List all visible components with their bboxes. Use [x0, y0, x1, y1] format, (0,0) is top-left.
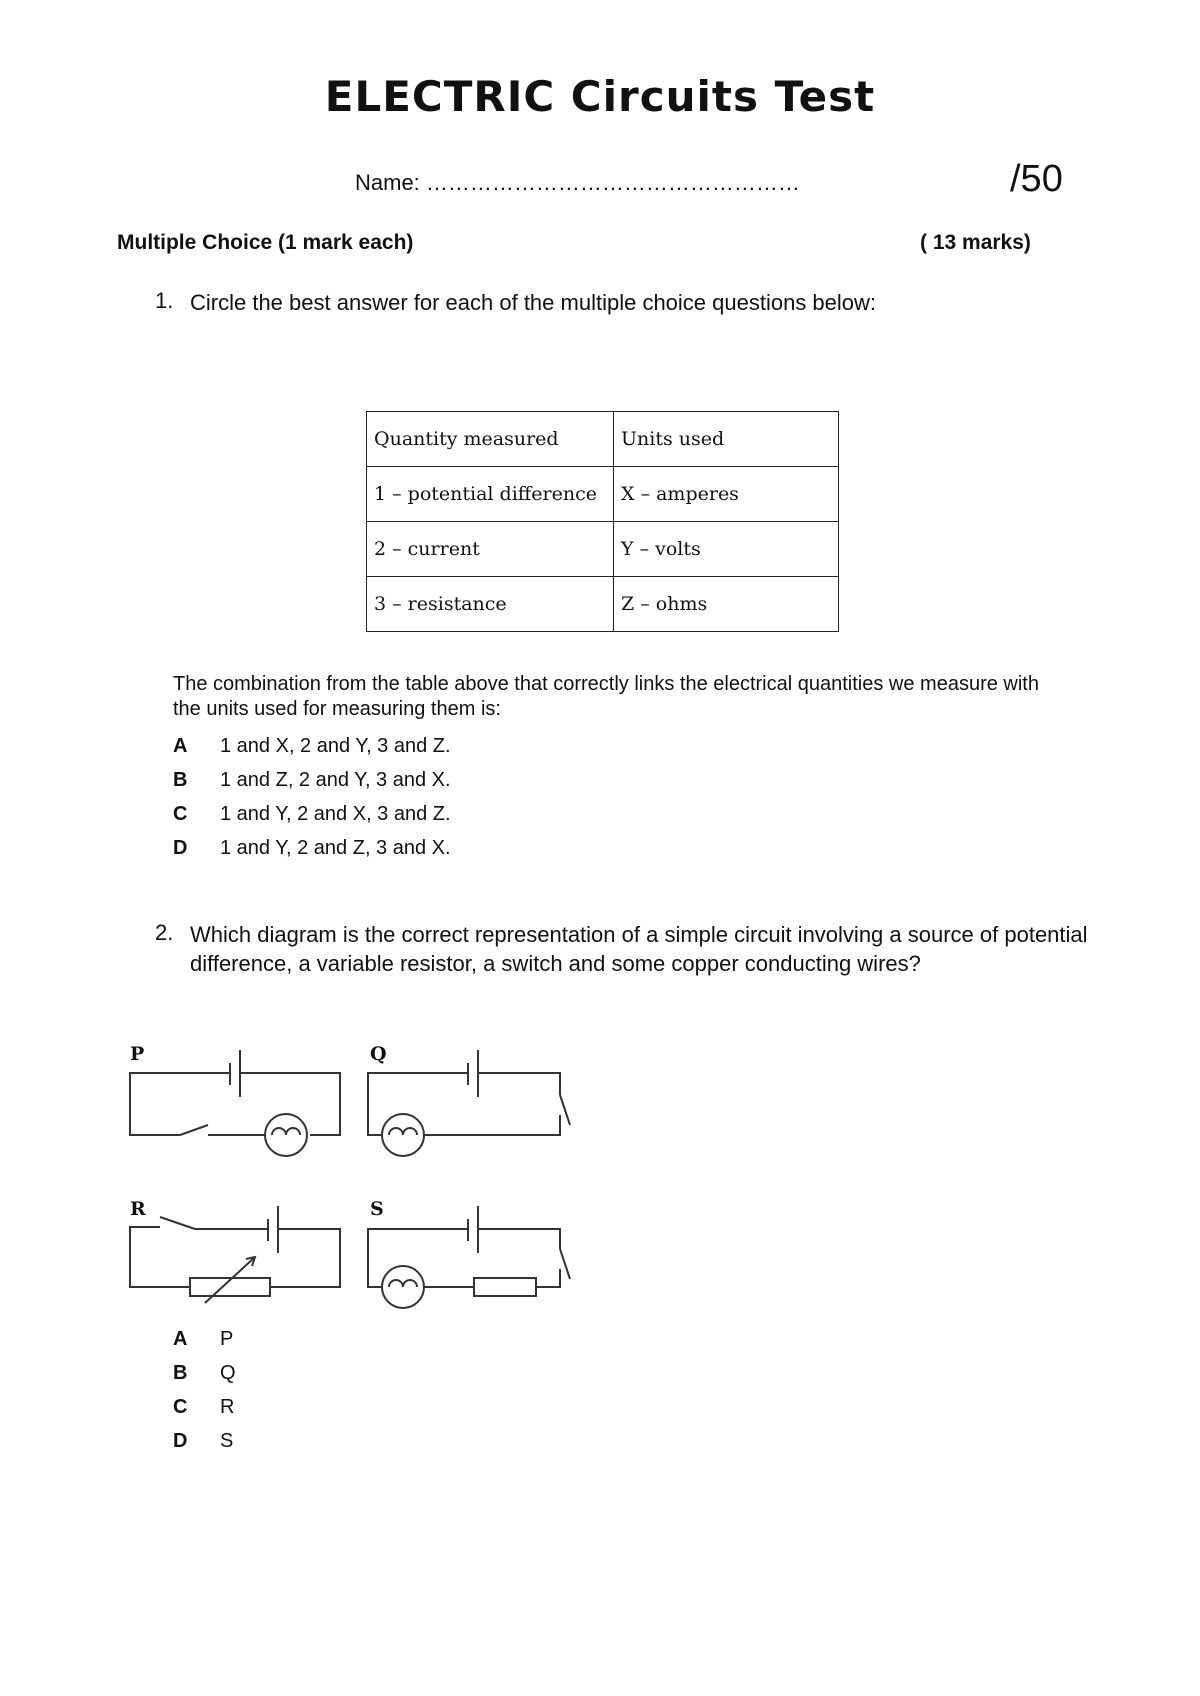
- table-row: [367, 467, 839, 522]
- section-heading: Multiple Choice (1 mark each): [117, 231, 414, 254]
- table-header-row: [367, 412, 839, 467]
- diagram-label: R: [130, 1198, 146, 1220]
- section-marks: ( 13 marks): [920, 231, 1031, 254]
- table-cell: Z – ohms: [614, 577, 839, 632]
- question-2-text: Which diagram is the correct representation of a simple circuit involving a source of potential difference, a variable resistor, a switch and some copper conducting wires?: [190, 922, 1088, 976]
- table-cell: 2 – current: [367, 522, 614, 577]
- q2-option-text[interactable]: P: [220, 1328, 234, 1350]
- units-table: [366, 411, 839, 632]
- circuit-diagram-s: [368, 1198, 570, 1308]
- wire-icon: [478, 1073, 560, 1095]
- diagram-label: P: [130, 1043, 145, 1065]
- lamp-filament-icon: [272, 1128, 300, 1135]
- lamp-filament-icon: [389, 1128, 417, 1135]
- name-field-line[interactable]: Name: ……………………………………………: [355, 170, 800, 195]
- q1-option-text[interactable]: 1 and X, 2 and Y, 3 and Z.: [220, 735, 451, 757]
- switch-icon: [180, 1125, 208, 1135]
- wire-icon: [424, 1115, 560, 1135]
- wire-icon: [130, 1073, 230, 1135]
- table-cell: 3 – resistance: [367, 577, 614, 632]
- q2-option-letter[interactable]: B: [173, 1362, 188, 1384]
- lamp-filament-icon: [389, 1280, 417, 1287]
- diagram-label: Q: [370, 1043, 387, 1065]
- switch-icon: [560, 1249, 570, 1279]
- wire-icon: [536, 1269, 560, 1287]
- q1-option-letter[interactable]: D: [173, 837, 188, 859]
- question-1-number: 1.: [155, 288, 174, 313]
- q2-option-text[interactable]: Q: [220, 1362, 236, 1384]
- question-2-number: 2.: [155, 920, 174, 945]
- table-cell: Y – volts: [614, 522, 839, 577]
- table-row: [367, 522, 839, 577]
- wire-icon: [368, 1073, 468, 1135]
- q1-option-letter[interactable]: A: [173, 735, 188, 757]
- q2-option-letter[interactable]: A: [173, 1328, 188, 1350]
- wire-icon: [270, 1229, 340, 1287]
- total-score: /50: [1010, 158, 1063, 200]
- circuit-diagram-q: [368, 1043, 570, 1156]
- switch-icon: [560, 1095, 570, 1125]
- resistor-icon: [474, 1278, 536, 1296]
- q2-option-letter[interactable]: C: [173, 1396, 188, 1418]
- q1-option-letter[interactable]: B: [173, 769, 188, 791]
- table-cell: X – amperes: [614, 467, 839, 522]
- q2-option-text[interactable]: S: [220, 1430, 234, 1452]
- question-1-text: Circle the best answer for each of the multiple choice questions below:: [190, 290, 877, 315]
- wire-icon: [478, 1229, 560, 1249]
- table-row: [367, 577, 839, 632]
- q1-option-text[interactable]: 1 and Y, 2 and X, 3 and Z.: [220, 803, 451, 825]
- wire-icon: [240, 1073, 340, 1135]
- switch-icon: [160, 1217, 195, 1229]
- circuit-diagram-r: [130, 1198, 340, 1303]
- table-cell: 1 – potential difference: [367, 467, 614, 522]
- q2-option-text[interactable]: R: [220, 1396, 235, 1418]
- circuit-diagram-p: [130, 1043, 340, 1156]
- q2-option-letter[interactable]: D: [173, 1430, 188, 1452]
- page-title: ELECTRIC Circuits Test: [324, 72, 876, 121]
- q1-option-text[interactable]: 1 and Z, 2 and Y, 3 and X.: [220, 769, 451, 791]
- table-header-cell: Units used: [614, 412, 839, 467]
- table-header-cell: Quantity measured: [367, 412, 614, 467]
- circuit-diagrams: [120, 1035, 600, 1325]
- q1-option-letter[interactable]: C: [173, 803, 188, 825]
- q1-option-text[interactable]: 1 and Y, 2 and Z, 3 and X.: [220, 837, 451, 859]
- question-1-stem: The combination from the table above that correctly links the electrical quantities we measure with the units used for measuring them is:: [173, 673, 1039, 720]
- wire-icon: [130, 1227, 190, 1287]
- diagram-label: S: [370, 1198, 384, 1220]
